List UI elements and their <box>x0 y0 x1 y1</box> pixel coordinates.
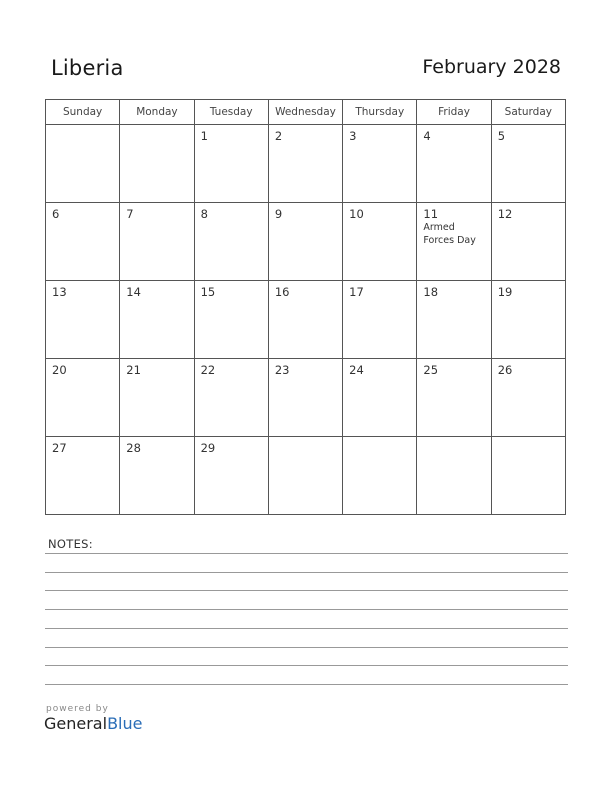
day-number: 3 <box>349 129 357 143</box>
weekday-wednesday: Wednesday <box>268 100 342 125</box>
week-row <box>46 281 566 359</box>
day-cell <box>343 281 417 359</box>
day-number: 12 <box>497 207 513 221</box>
day-cell <box>343 203 417 281</box>
day-number: 1 <box>200 129 208 143</box>
day-cell <box>46 125 120 203</box>
day-number: 21 <box>126 363 141 377</box>
weekday-friday: Friday <box>417 100 491 125</box>
day-number: 18 <box>423 285 439 299</box>
day-number: 5 <box>497 129 506 143</box>
day-cell <box>343 359 417 437</box>
day-number: 13 <box>52 285 67 299</box>
day-cell <box>46 359 120 437</box>
day-cell <box>194 437 268 515</box>
day-number: 29 <box>200 441 216 455</box>
day-cell <box>194 125 268 203</box>
day-cell <box>417 437 491 515</box>
day-cell <box>268 203 342 281</box>
weekday-monday: Monday <box>120 100 194 125</box>
day-cell <box>491 125 565 203</box>
day-cell <box>491 437 565 515</box>
day-cell <box>194 359 268 437</box>
notes-line <box>45 647 568 648</box>
day-number: 28 <box>126 441 141 455</box>
day-number: 4 <box>423 129 431 143</box>
week-row <box>46 437 566 515</box>
day-number: 7 <box>126 207 134 221</box>
notes-line <box>45 684 568 685</box>
day-cell <box>46 203 120 281</box>
weekday-saturday: Saturday <box>491 100 565 125</box>
week-row <box>46 203 566 281</box>
day-cell <box>194 281 268 359</box>
day-cell <box>417 281 491 359</box>
generalblue-logo <box>44 704 142 734</box>
day-cell <box>46 437 120 515</box>
notes-line <box>45 628 568 629</box>
weekday-thursday: Thursday <box>343 100 417 125</box>
day-number: 23 <box>274 363 290 377</box>
day-number: 8 <box>200 207 208 221</box>
week-row <box>46 125 566 203</box>
day-cell <box>491 203 565 281</box>
day-cell <box>268 125 342 203</box>
day-cell <box>343 437 417 515</box>
day-cell <box>343 125 417 203</box>
day-cell <box>268 359 342 437</box>
day-number: 10 <box>349 207 364 221</box>
powered-by-text: powered by <box>46 704 109 714</box>
day-cell <box>120 203 194 281</box>
day-cell <box>120 125 194 203</box>
day-number: 15 <box>200 285 216 299</box>
day-number: 11 <box>423 207 439 221</box>
day-number: 6 <box>52 207 60 221</box>
notes-line <box>45 590 568 591</box>
notes-label: NOTES: <box>48 537 93 551</box>
weekday-header-row <box>46 100 566 125</box>
day-number: 9 <box>274 207 283 221</box>
brand-general-text: General <box>44 714 108 733</box>
holiday-label: Armed Forces Day <box>423 222 476 246</box>
day-number: 2 <box>274 129 283 143</box>
day-cell <box>120 359 194 437</box>
day-cell <box>268 281 342 359</box>
weekday-tuesday: Tuesday <box>194 100 268 125</box>
day-number: 22 <box>200 363 216 377</box>
day-cell <box>120 281 194 359</box>
day-cell <box>417 125 491 203</box>
day-number: 27 <box>52 441 67 455</box>
day-cell <box>491 281 565 359</box>
day-cell <box>46 281 120 359</box>
country-title: Liberia <box>51 56 124 80</box>
day-number: 19 <box>497 285 513 299</box>
day-number: 20 <box>52 363 67 377</box>
day-cell <box>417 203 491 281</box>
day-cell <box>491 359 565 437</box>
calendar-grid <box>45 99 566 515</box>
notes-line <box>45 553 568 554</box>
day-number: 25 <box>423 363 439 377</box>
brand-name <box>44 714 142 733</box>
day-cell <box>268 437 342 515</box>
day-cell <box>120 437 194 515</box>
day-number: 26 <box>497 363 513 377</box>
day-number: 24 <box>349 363 364 377</box>
notes-line <box>45 609 568 610</box>
day-cell <box>417 359 491 437</box>
notes-line <box>45 665 568 666</box>
month-year-title: February 2028 <box>422 56 561 78</box>
notes-line <box>45 572 568 573</box>
week-row <box>46 359 566 437</box>
day-number: 14 <box>126 285 141 299</box>
day-number: 17 <box>349 285 364 299</box>
weekday-sunday: Sunday <box>46 100 120 125</box>
day-cell <box>194 203 268 281</box>
brand-blue-text: Blue <box>107 714 143 733</box>
day-number: 16 <box>274 285 290 299</box>
